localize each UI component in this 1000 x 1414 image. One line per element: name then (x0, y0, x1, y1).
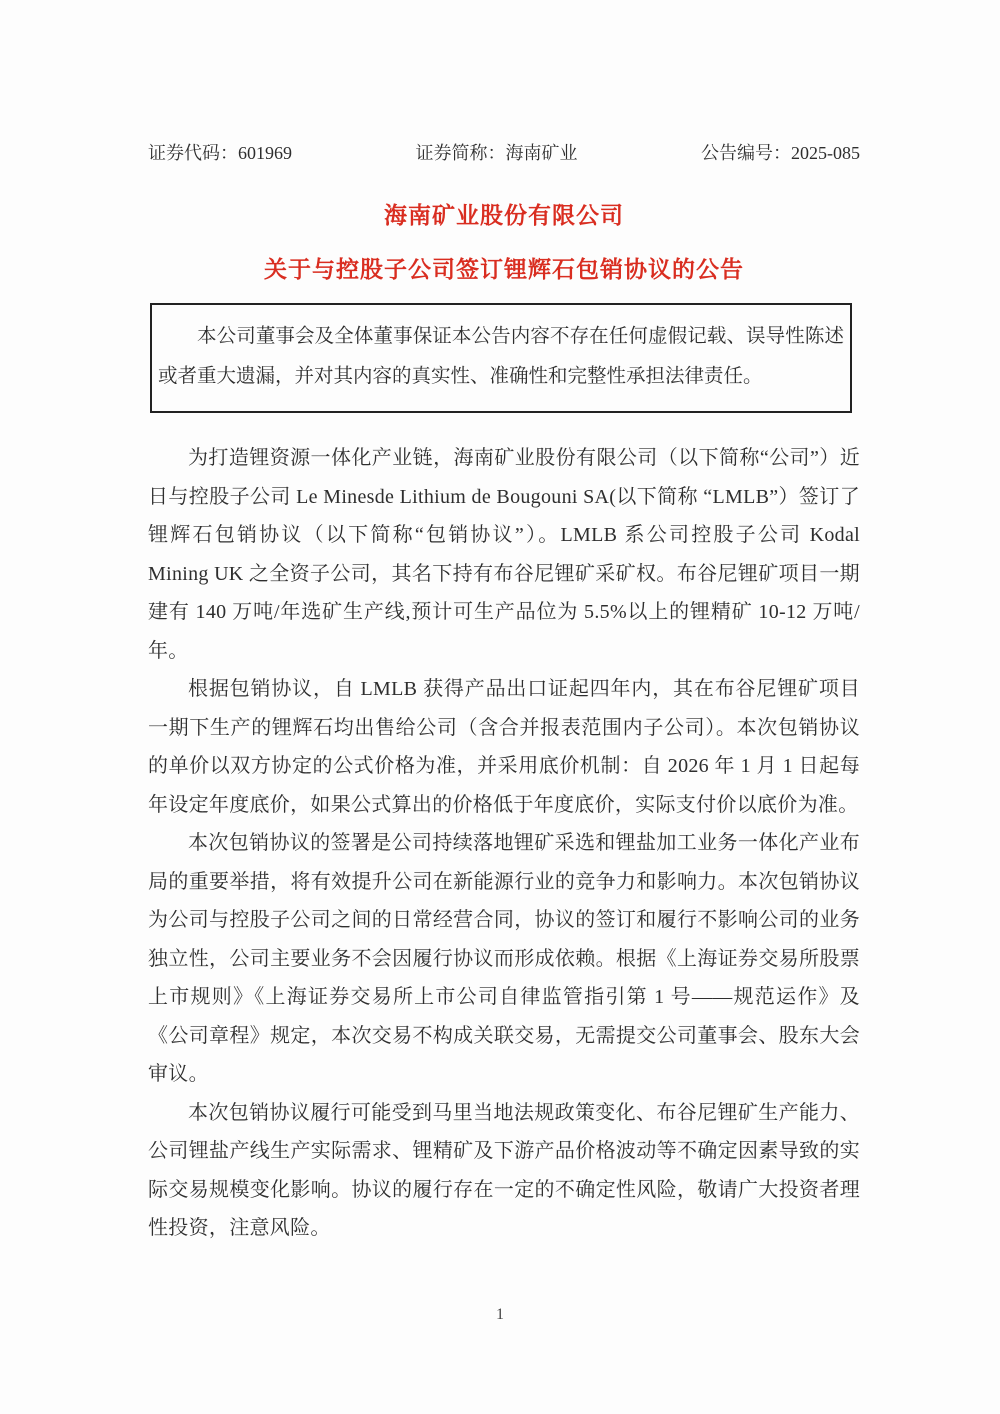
body-paragraph: 根据包销协议，自 LMLB 获得产品出口证起四年内，其在布谷尼锂矿项目一期下生产的锂辉石均出售给公司（含合并报表范围内子公司）。本次包销协议的单价以双方协定的公式价格为准，并采用底价机制：自 2026 年 1 月 1 日起每年设定年度底价，如果公式算出的价格低于年度底价，实际支付价以底价为准。 (148, 678, 860, 816)
disclaimer-text: 本公司董事会及全体董事保证本公告内容不存在任何虚假记载、误导性陈述或者重大遗漏，并对其内容的真实性、准确性和完整性承担法律责任。 (158, 326, 844, 387)
announcement-title: 关于与控股子公司签订锂辉石包销协议的公告 (264, 257, 744, 282)
disclaimer-box (150, 303, 852, 413)
announcement-number: 公告编号：2025-085 (701, 143, 860, 163)
stock-code: 证券代码：601969 (148, 143, 292, 163)
announcement-body (148, 439, 860, 1248)
body-paragraph: 本次包销协议的签署是公司持续落地锂矿采选和锂盐加工业务一体化产业布局的重要举措，将有效提升公司在新能源行业的竞争力和影响力。本次包销协议为公司与控股子公司之间的日常经营合同，协议的签订和履行不影响公司的业务独立性，公司主要业务不会因履行协议而形成依赖。根据《上海证券交易所股票上市规则》《上海证券交易所上市公司自律监管指引第 1 号——规范运作》及《公司章程》规定，本次交易不构成关联交易，无需提交公司董事会、股东大会审议。 (148, 832, 860, 1085)
page-number: 1 (496, 1306, 504, 1323)
body-paragraph: 本次包销协议履行可能受到马里当地法规政策变化、布谷尼锂矿生产能力、公司锂盐产线生产实际需求、锂精矿及下游产品价格波动等不确定因素导致的实际交易规模变化影响。协议的履行存在一定的不确定性风险，敬请广大投资者理性投资，注意风险。 (148, 1101, 860, 1239)
document-header (148, 143, 860, 163)
company-title: 海南矿业股份有限公司 (384, 203, 624, 228)
stock-short-name: 证券简称：海南矿业 (415, 143, 578, 163)
body-paragraph: 为打造锂资源一体化产业链，海南矿业股份有限公司（以下简称“公司”）近日与控股子公司 Le Minesde Lithium de Bougouni SA(以下简称 “LMLB”）签订了锂辉石包销协议（以下简称“包销协议”）。LMLB 系公司控股子公司 Kodal Mining UK 之全资子公司，其名下持有布谷尼锂矿采矿权。布谷尼锂矿项目一期建有 140 万吨/年选矿生产线,预计可生产品位为 5.5%以上的锂精矿 10-12 万吨/年。 (148, 447, 860, 662)
